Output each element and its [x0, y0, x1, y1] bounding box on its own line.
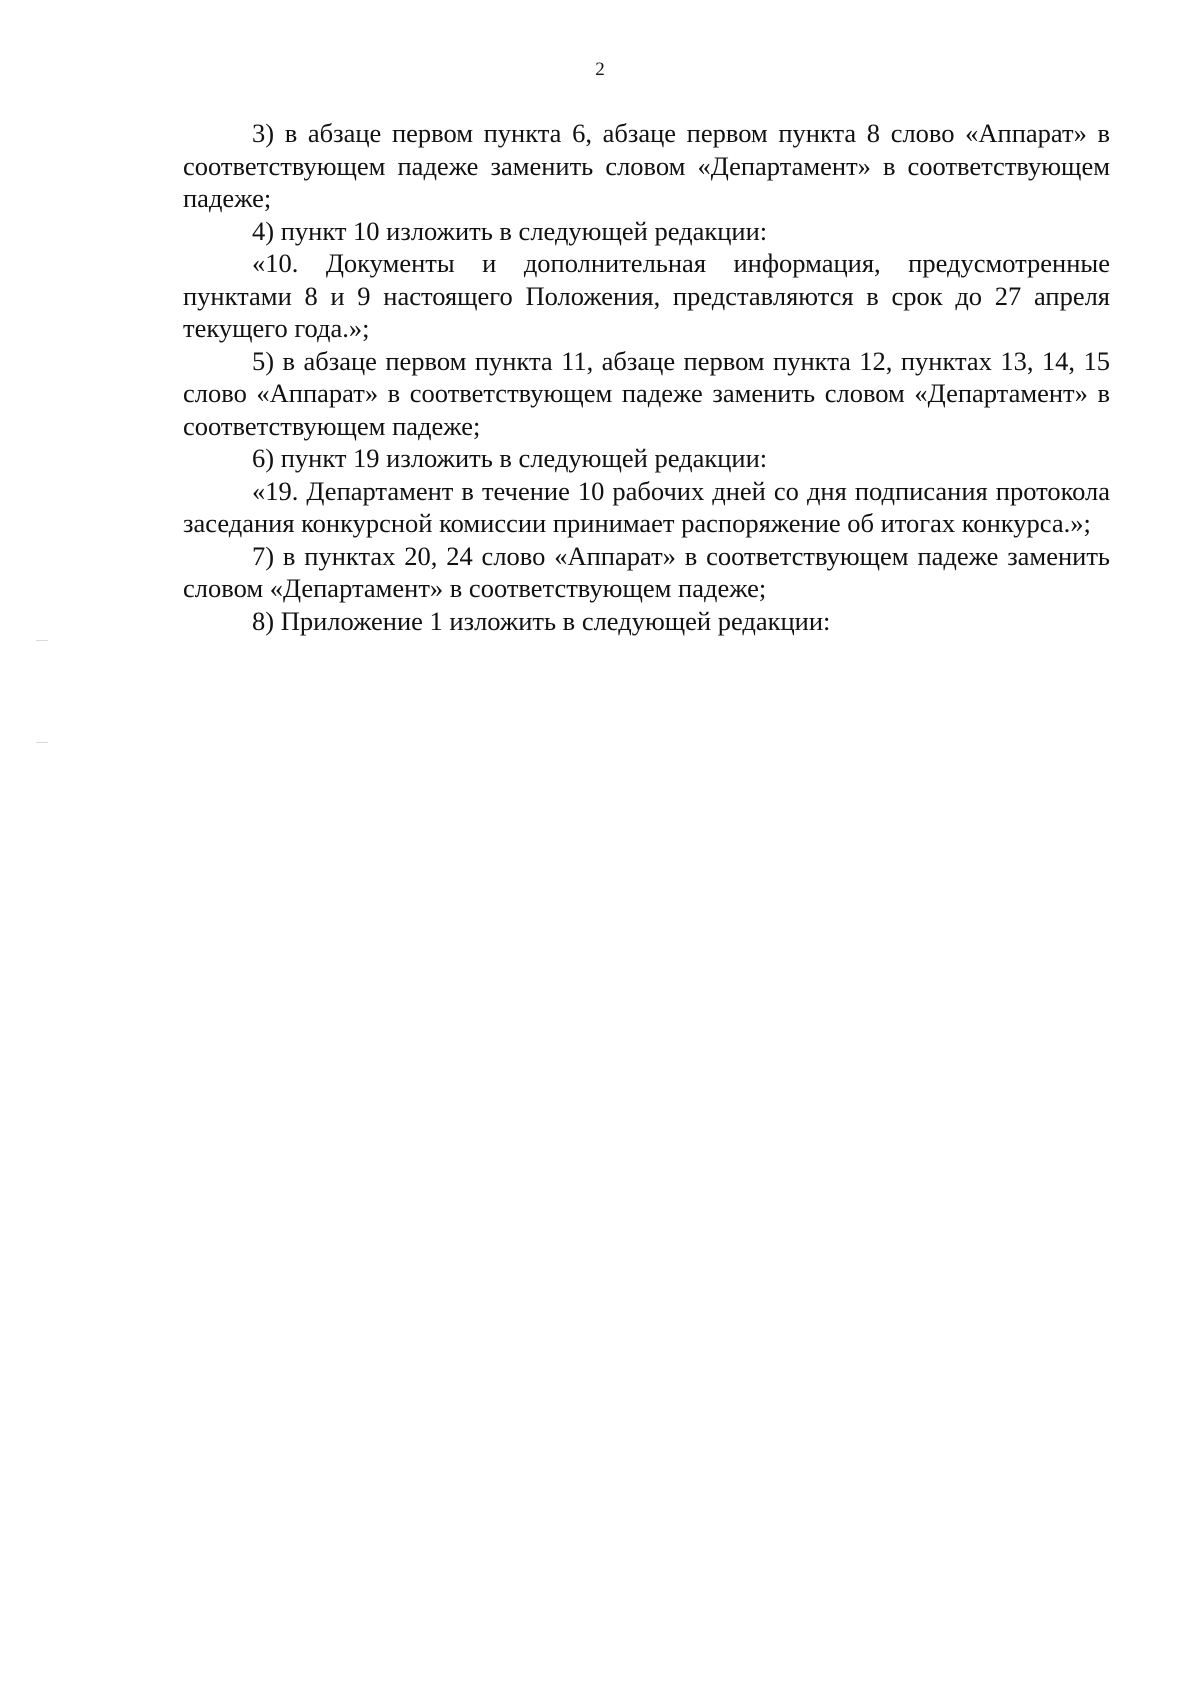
page-number: 2 — [595, 59, 605, 80]
paragraph-item-4: 4) пункт 10 изложить в следующей редакции: — [252, 215, 768, 246]
scan-edge-mark — [36, 742, 48, 743]
document-body — [183, 117, 1110, 637]
paragraph-item-8: 8) Приложение 1 изложить в следующей редакции: — [252, 605, 831, 636]
paragraph-item-7: 7) в пунктах 20, 24 слово «Аппарат» в соответствующем падеже заменить словом «Департамент» в соответствующем падеже; — [183, 540, 1110, 603]
paragraph-item-3: 3) в абзаце первом пункта 6, абзаце первом пункта 8 слово «Аппарат» в соответствующем падеже заменить словом «Департамент» в соответствующем падеже; — [183, 118, 1110, 213]
paragraph-quote-19: «19. Департамент в течение 10 рабочих дней со дня подписания протокола заседания конкурсной комиссии принимает распоряжение об итогах конкурса.»; — [183, 475, 1110, 538]
scan-edge-mark — [36, 640, 48, 641]
paragraph-item-6: 6) пункт 19 изложить в следующей редакции: — [252, 443, 768, 473]
paragraph-quote-10: «10. Документы и дополнительная информация, предусмотренные пунктами 8 и 9 настоящего Положения, представляются в срок до 27 апреля текущего года.»; — [183, 248, 1110, 343]
paragraph-item-5: 5) в абзаце первом пункта 11, абзаце первом пункта 12, пунктах 13, 14, 15 слово «Аппарат» в соответствующем падеже заменить словом «Департамент» в соответствующем падеже; — [183, 345, 1110, 441]
